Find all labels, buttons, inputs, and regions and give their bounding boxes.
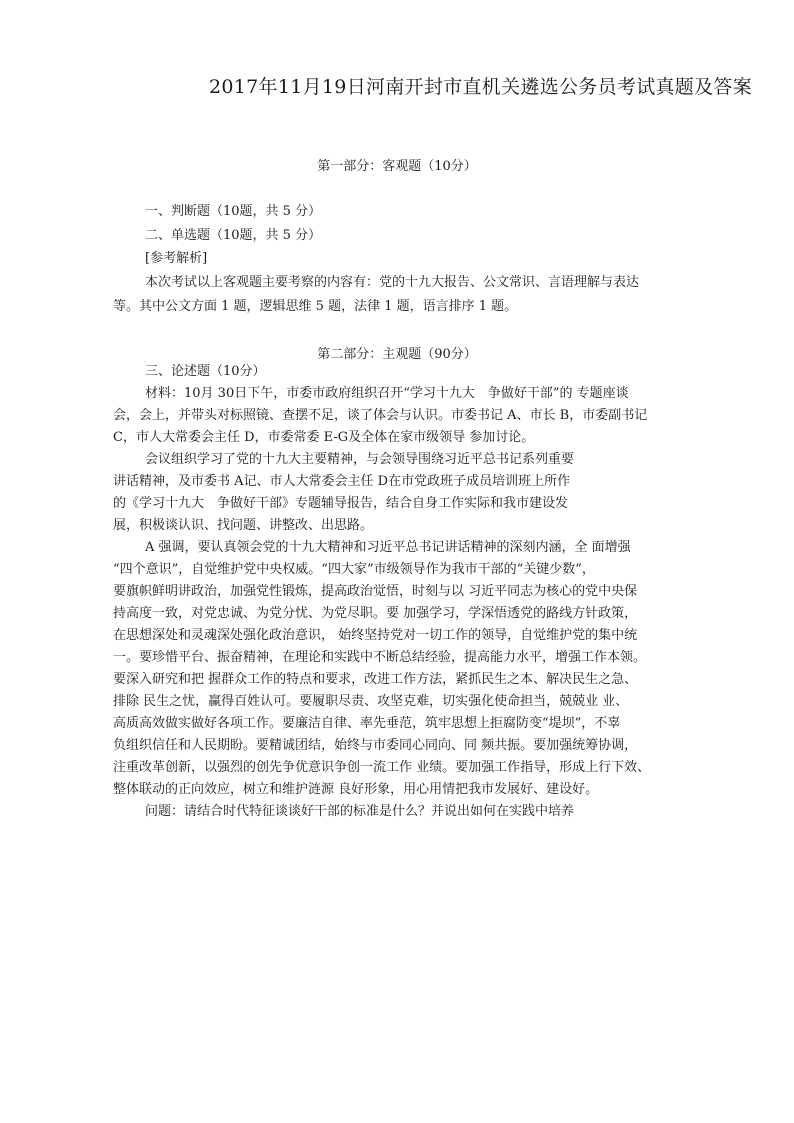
document-title: 2017年11月19日河南开封市直机关遴选公务员考试真题及答案	[208, 76, 752, 98]
material-line: 一。要珍惜平台、振奋精神，在理论和实践中不断总结经验，提高能力水平，增强工作本领。	[113, 650, 647, 665]
material-line: 会，会上，并带头对标照镜、查摆不足，谈了体会与认识。市委书记 A、市长 B，市委副书记	[113, 408, 648, 423]
material-line: C，市人大常委会主任 D，市委常委 E-G及全体在家市级领导 参加讨论。	[113, 430, 535, 445]
material-line: 在思想深处和灵魂深处强化政治意识， 始终坚持党对一切工作的领导，自觉维护党的集中统	[113, 628, 638, 643]
part2-heading: 第二部分：主观题（90分）	[317, 347, 477, 362]
material-line: 的《学习十九大 争做好干部》专题辅导报告，结合自身工作实际和我市建设发	[113, 496, 569, 511]
material-line: 讲话精神，及市委书 A记、市人大常委会主任 D在市党政班子成员培训班上所作	[113, 474, 571, 489]
material-line: 要旗帜鲜明讲政治，加强党性锻炼，提高政治觉悟，时刻与以 习近平同志为核心的党中央保	[113, 584, 638, 599]
material-line: 高质高效做实做好各项工作。要廉洁自律、率先垂范，筑牢思想上拒腐防变“堤坝”，不辜	[113, 716, 621, 731]
material-line: 会议组织学习了党的十九大主要精神，与会领导围绕习近平总书记系列重要	[145, 452, 575, 467]
material-line: A 强调，要认真领会党的十九大精神和习近平总书记讲话精神的深刻内涵，全 面增强	[145, 540, 631, 555]
material-line: “四个意识”，自觉维护党中央权威。“四大家”市级领导作为我市干部的“关键少数”，	[113, 562, 595, 577]
material-line: 整体联动的正向效应，树立和维护涟源 良好形象，用心用情把我市发展好、建设好。	[113, 782, 599, 797]
material-line: 排除 民生之忧，赢得百姓认可。要履职尽责、攻坚克难，切实强化使命担当，兢兢业 业、	[113, 694, 629, 709]
question-line: 问题：请结合时代特征谈谈好干部的标准是什么？并说出如何在实践中培养	[145, 804, 575, 819]
material-line: 展，积极谈认识、找问题、讲整改、出思路。	[113, 518, 374, 533]
material-line: 要深入研究和把 握群众工作的特点和要求，改进工作方法，紧抓民生之本、解决民生之急、	[113, 672, 638, 687]
part1-reference-label: [参考解析]	[145, 251, 208, 266]
material-line: 持高度一致，对党忠诚、为党分忧、为党尽职。要 加强学习，学深悟透党的路线方针政策，	[113, 606, 638, 621]
part1-item-judgement: 一、判断题（10题，共 5 分）	[145, 204, 322, 219]
part1-item-single-choice: 二、单选题（10题，共 5 分）	[145, 228, 322, 243]
part1-heading: 第一部分：客观题（10分）	[317, 159, 477, 174]
part2-subheading: 三、论述题（10分）	[145, 364, 266, 379]
material-line: 材料：10月 30日下午，市委市政府组织召开“学习十九大 争做好干部”的 专题座谈	[145, 386, 629, 401]
part1-analysis-line: 等。其中公文方面 1 题，逻辑思维 5 题，法律 1 题，语言排序 1 题。	[113, 299, 518, 314]
part1-analysis-line: 本次考试以上客观题主要考察的内容有：党的十九大报告、公文常识、言语理解与表达	[145, 275, 640, 290]
material-line: 负组织信任和人民期盼。要精诚团结，始终与市委同心同向、同 频共振。要加强统筹协调，	[113, 738, 638, 753]
material-line: 注重改革创新，以强烈的创先争优意识争创一流工作 业绩。要加强工作指导，形成上行下效、	[113, 760, 651, 775]
